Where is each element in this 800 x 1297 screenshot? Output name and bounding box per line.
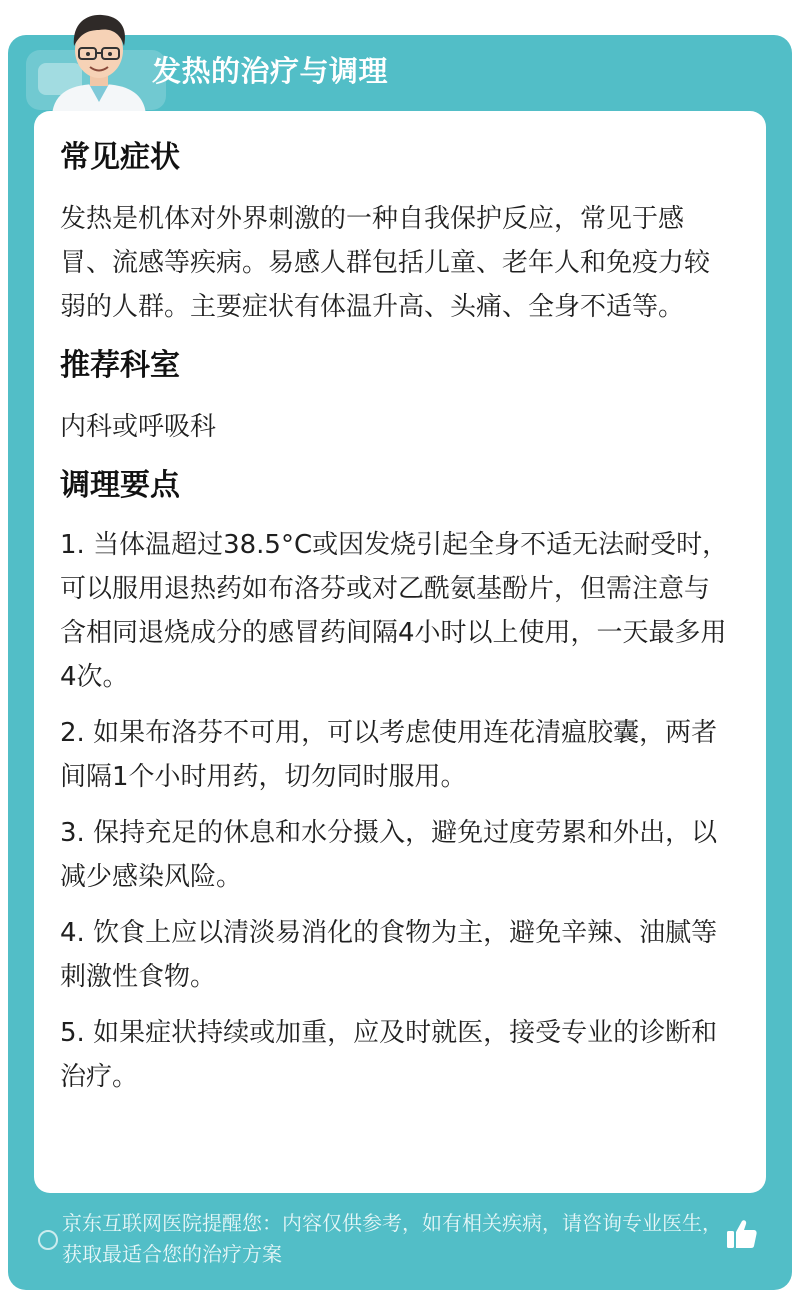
article-content (60, 135, 730, 1111)
list-item: 5. 如果症状持续或加重，应及时就医，接受专业的诊断和治疗。 (60, 1018, 718, 1092)
department-heading: 推荐科室 (60, 348, 180, 383)
page-title: 发热的治疗与调理 (152, 54, 389, 88)
footer-notice-text: 京东互联网医院提醒您：内容仅供参考，如有相关疾病，请咨询专业医生，获取最适合您的治疗方案 (62, 1211, 722, 1266)
department-text: 内科或呼吸科 (60, 412, 217, 442)
list-item: 2. 如果布洛芬不可用，可以考虑使用连花清瘟胶囊，两者间隔1个小时用药，切勿同时服用。 (60, 718, 718, 792)
list-item: 4. 饮食上应以清淡易消化的食物为主，避免辛辣、油腻等刺激性食物。 (60, 918, 718, 992)
care-list (60, 523, 730, 1099)
care-heading: 调理要点 (60, 468, 180, 503)
content-card (34, 111, 766, 1193)
list-item: 3. 保持充足的休息和水分摄入，避免过度劳累和外出，以减少感染风险。 (60, 818, 718, 892)
list-item: 1. 当体温超过38.5°C或因发烧引起全身不适无法耐受时，可以服用退热药如布洛芬或对乙酰氨基酚片，但需注意与含相同退烧成分的感冒药间隔4小时以上使用，一天最多用4次。 (60, 530, 729, 692)
symptoms-text: 发热是机体对外界刺激的一种自我保护反应，常见于感冒、流感等疾病。易感人群包括儿童、老年人和免疫力较弱的人群。主要症状有体温升高、头痛、全身不适等。 (60, 204, 711, 322)
thumbs-up-icon[interactable] (724, 1216, 760, 1252)
symptoms-heading: 常见症状 (60, 140, 180, 175)
footer-notice (36, 1208, 736, 1270)
doctor-avatar-icon (44, 10, 154, 115)
